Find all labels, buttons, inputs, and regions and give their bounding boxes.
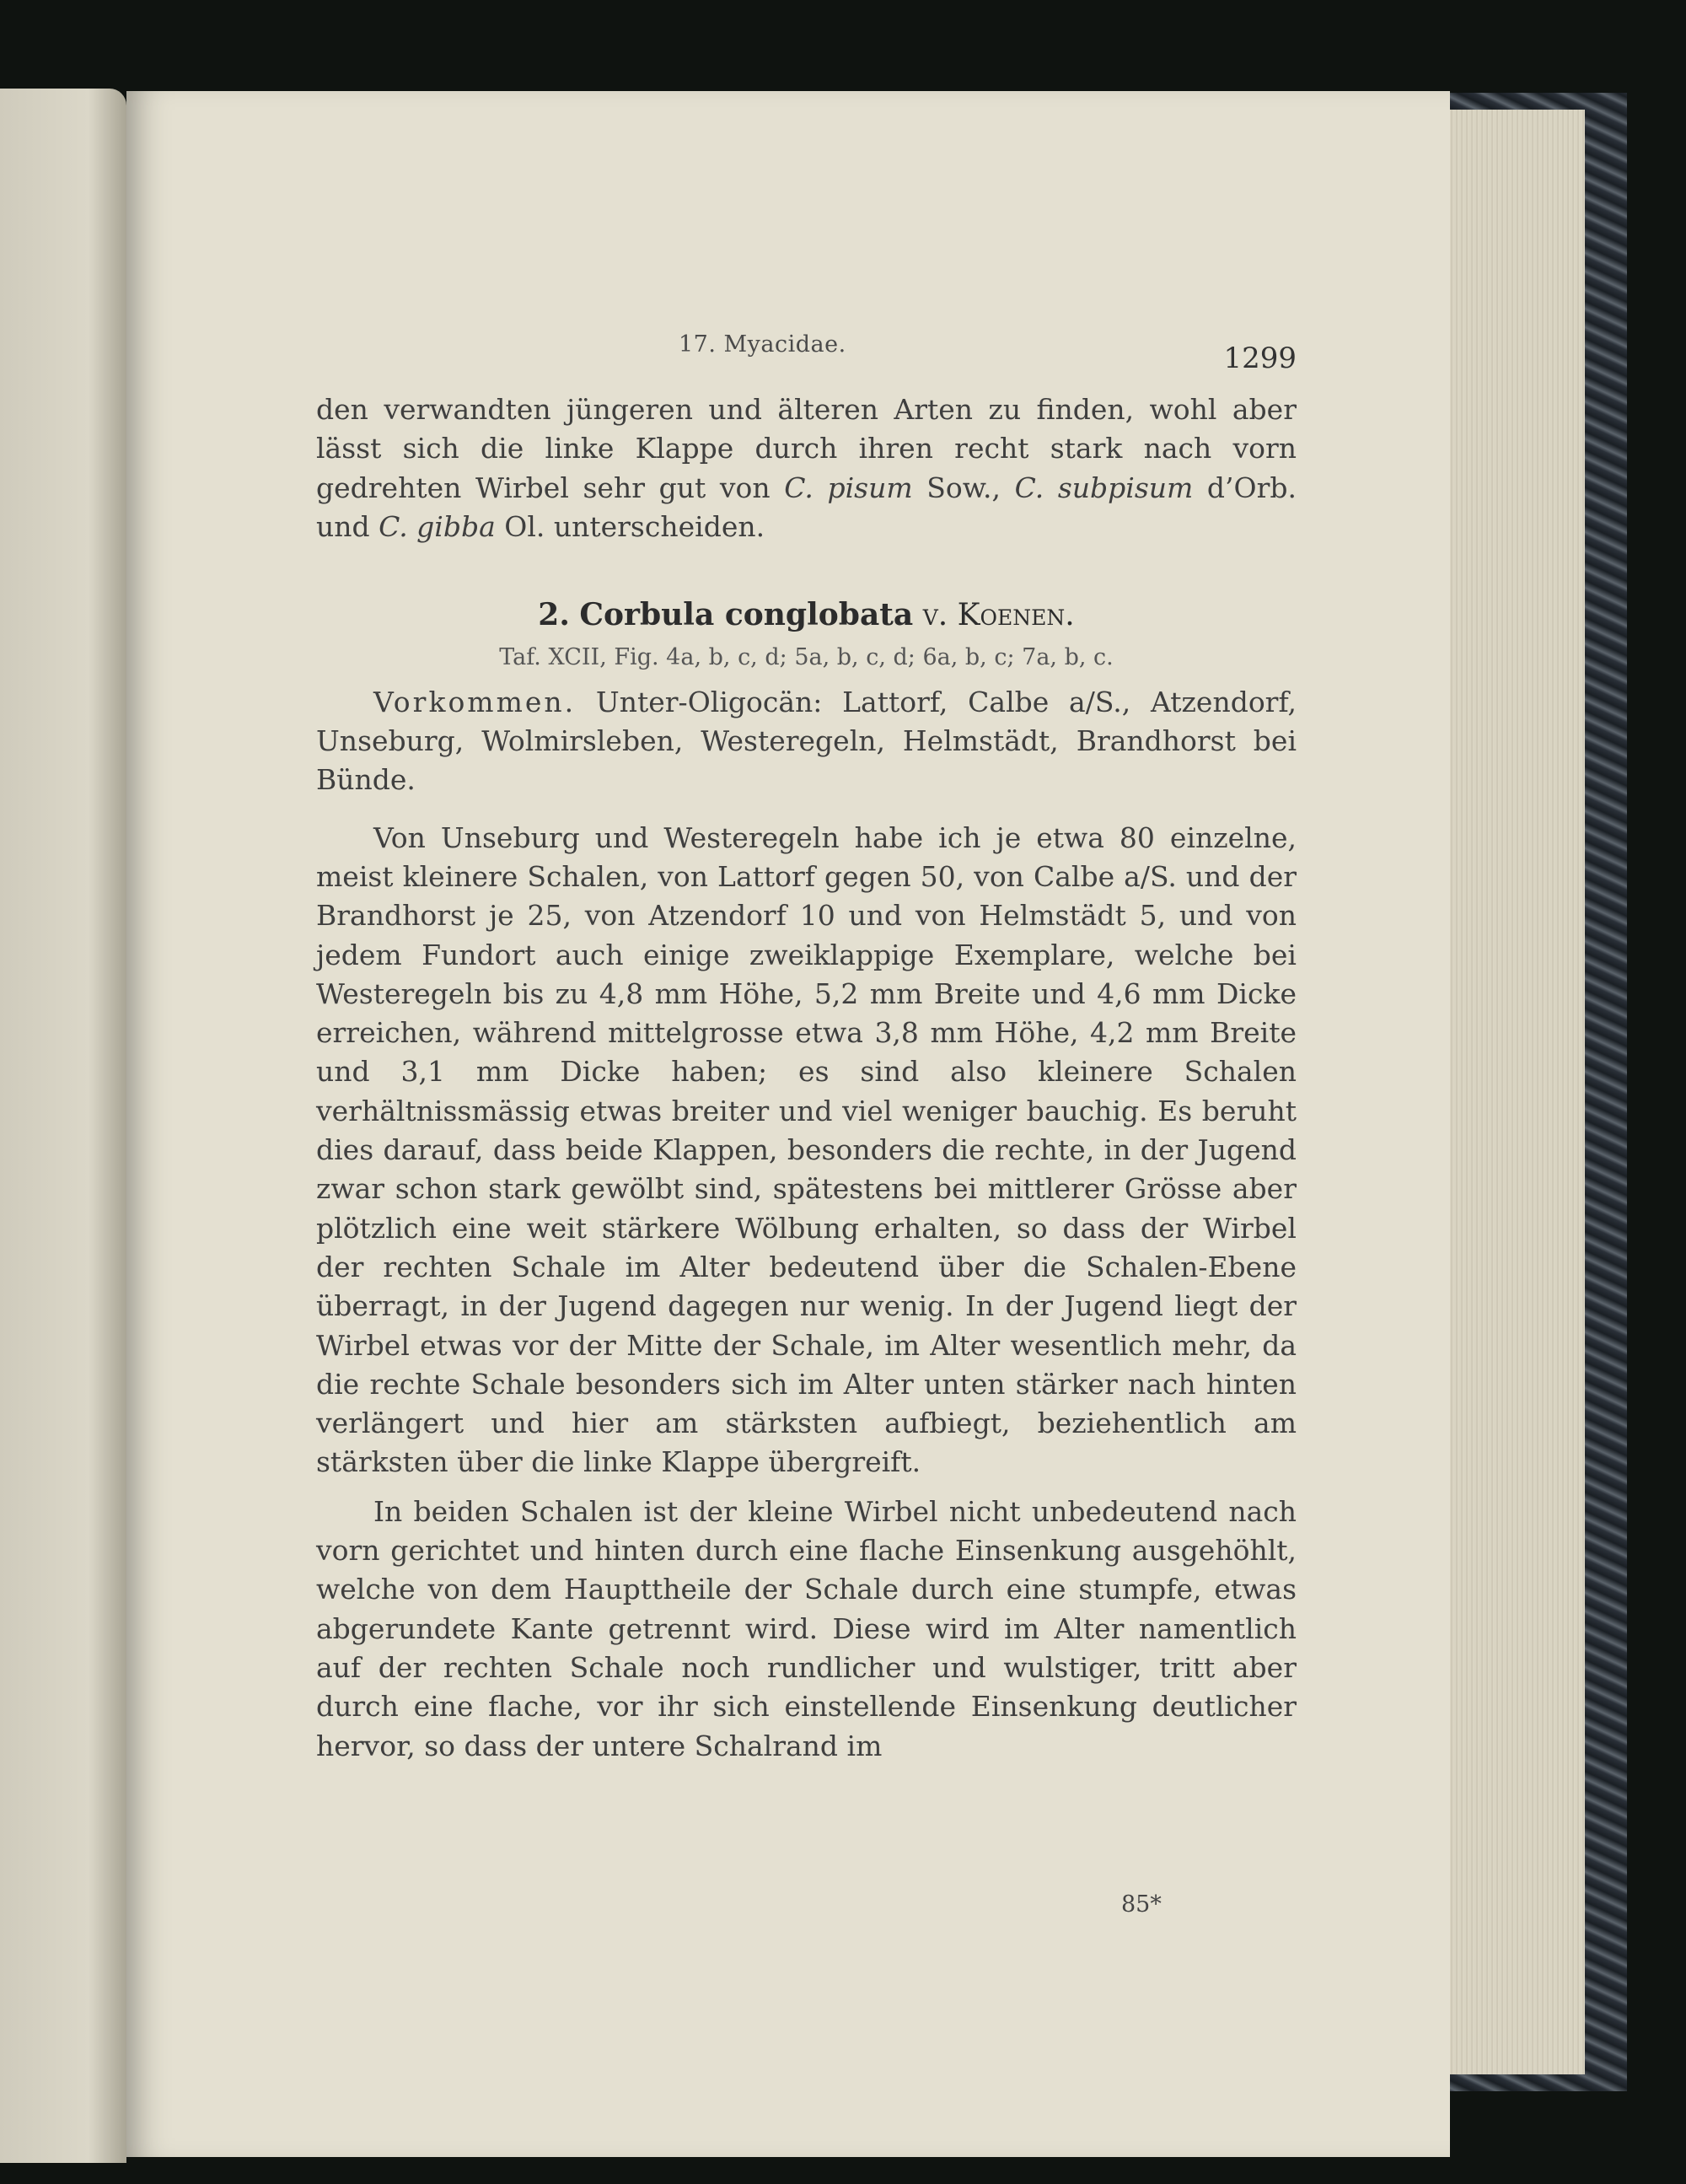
page-number: 1299 bbox=[1223, 342, 1297, 375]
author-ref: Ol. bbox=[495, 509, 545, 543]
body-paragraph: In beiden Schalen ist der kleine Wirbel nicht unbedeutend nach vorn gerichtet und hinten durch eine flache Einsenkung ausgehöhlt, welche von dem Haupttheile der Schale durch eine stumpfe, etwas abgerundete Kante getrennt wird. Diese wird im Alter namentlich auf der rechten Schale noch rundlicher und wulstiger, tritt aber durch eine flache, vor ihr sich einstellende Einsenkung deutlicher hervor, so dass der untere Schalrand im bbox=[316, 1494, 1297, 1762]
facing-page-edge bbox=[0, 89, 126, 2163]
species-heading bbox=[316, 595, 1297, 635]
occurrence-text: Unter-Oligocän: Lattorf, Calbe a/S., Atzendorf, Unseburg, Wolmirsleben, Westeregeln, Helmstädt, Brandhorst bei Bünde. bbox=[316, 685, 1297, 797]
page-body bbox=[316, 390, 1297, 1766]
signature-mark: 85* bbox=[1121, 1891, 1162, 1918]
running-head: 17. Myacidae. bbox=[679, 331, 846, 358]
species-number: 2. bbox=[538, 597, 570, 633]
species-ref: C. subpisum bbox=[1014, 471, 1194, 504]
species-name: Corbula conglobata bbox=[579, 597, 914, 633]
author-ref: Sow., bbox=[912, 471, 1015, 504]
intro-paragraph bbox=[316, 390, 1297, 546]
species-ref: C. gibba bbox=[379, 509, 496, 543]
body-paragraph: Von Unseburg und Westeregeln habe ich je etwa 80 einzelne, meist kleinere Schalen, von Lattorf gegen 50, von Calbe a/S. und der Brandhorst je 25, von Atzendorf 10 und von Helmstädt 5, und von jedem Fundort auch einige zweiklappige Exemplare, welche bei Westeregeln bis zu 4,8 mm Höhe, 5,2 mm Breite und 4,6 mm Dicke erreichen, während mittelgrosse etwa 3,8 mm Höhe, 4,2 mm Breite und 3,1 mm Dicke haben; es sind also kleinere Schalen verhältnissmässig etwas breiter und viel weniger bauchig. Es beruht dies darauf, dass beide Klappen, besonders die rechte, in der Jugend zwar schon stark gewölbt sind, spätestens bei mittlerer Grösse aber plötzlich eine weit stärkere Wölbung erhalten, so dass der Wirbel der rechten Schale im Alter bedeutend über die Schalen-Ebene überragt, in der Jugend dagegen nur wenig. In der Jugend liegt der Wirbel etwas vor der Mitte der Schale, im Alter wesentlich mehr, da die rechte Schale besonders sich im Alter unten stärker nach hinten verlängert und hier am stärksten aufbiegt, beziehentlich am stärksten über die linke Klappe übergreift. bbox=[316, 820, 1297, 1479]
author-ref: d’Orb. und bbox=[316, 471, 1297, 543]
book-page bbox=[126, 91, 1450, 2157]
intro-text: unterscheiden. bbox=[545, 509, 765, 543]
page-header bbox=[126, 331, 1450, 382]
occurrence-paragraph bbox=[316, 683, 1297, 800]
plate-reference: Taf. XCII, Fig. 4a, b, c, d; 5a, b, c, d; 6a, b, c; 7a, b, c. bbox=[499, 644, 1114, 671]
page-block-edge bbox=[1433, 110, 1585, 2074]
occurrence-label: Vorkommen. bbox=[373, 685, 577, 718]
species-author: v. Koenen. bbox=[922, 598, 1075, 633]
intro-text: den verwandten jüngeren und älteren Arten zu finden, wohl aber lässt sich die linke Klappe durch ihren recht stark nach vorn gedrehten Wirbel sehr gut von bbox=[316, 393, 1297, 504]
species-ref: C. pisum bbox=[784, 471, 913, 504]
